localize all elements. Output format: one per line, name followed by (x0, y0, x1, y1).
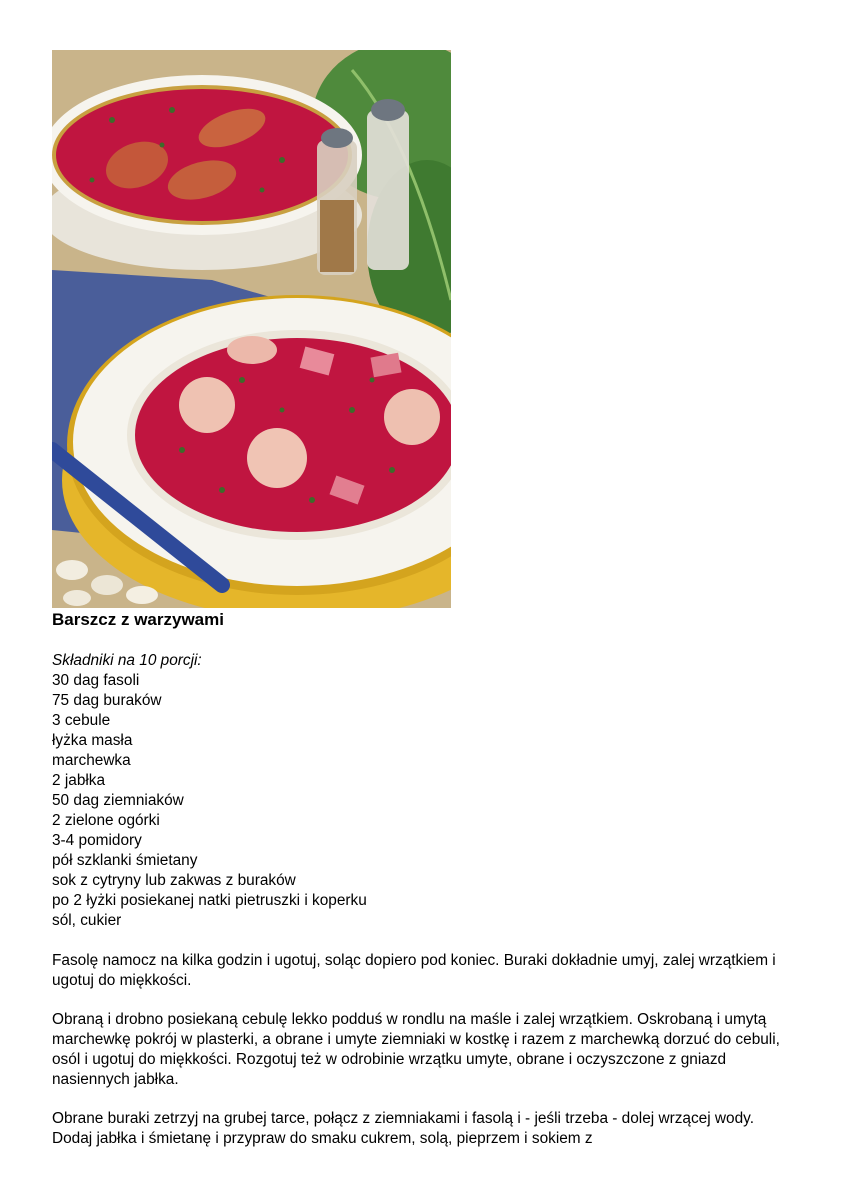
ingredient-item: 50 dag ziemniaków (52, 792, 184, 809)
step-paragraph: Fasolę namocz na kilka godzin i ugotuj, soląc dopiero pod koniec. Buraki dokładnie umyj, zalej wrzątkiem i ugotuj do miękkości. (52, 952, 776, 989)
step-paragraph: Obrane buraki zetrzyj na grubej tarce, połącz z ziemniakami i fasolą i - jeśli trzeba - dolej wrzącej wody. Dodaj jabłka i śmietanę i przypraw do smaku cukrem, solą, pieprzem i sokiem z (52, 1110, 754, 1147)
ingredient-item: pół szklanki śmietany (52, 852, 198, 869)
borscht-photo (52, 50, 451, 608)
ingredient-item: 2 zielone ogórki (52, 812, 160, 829)
ingredient-item: sól, cukier (52, 912, 122, 929)
ingredient-item: łyżka masła (52, 732, 133, 749)
recipe-title: Barszcz z warzywami (52, 610, 224, 629)
ingredients-list (52, 671, 792, 931)
recipe-body (52, 651, 792, 1149)
ingredient-item: 3-4 pomidory (52, 832, 142, 849)
ingredient-item: po 2 łyżki posiekanej natki pietruszki i koperku (52, 892, 367, 909)
ingredient-item: 30 dag fasoli (52, 672, 140, 689)
ingredient-item: 2 jabłka (52, 772, 106, 789)
ingredient-item: sok z cytryny lub zakwas z buraków (52, 872, 296, 889)
step-paragraph: Obraną i drobno posiekaną cebulę lekko podduś w rondlu na maśle i zalej wrzątkiem. Oskrobaną i umytą marchewkę pokrój w plasterki, a obrane i umyte ziemniaki w kostkę i razem z marchewką dorzuć do cebuli, osól i ugotuj do miękkości. Rozgotuj też w odrobinie wrzątku umyte, obrane i oczyszczone z gniazd nasiennych jabłka. (52, 1011, 780, 1088)
ingredient-item: 75 dag buraków (52, 692, 162, 709)
ingredient-item: marchewka (52, 752, 131, 769)
ingredient-item: 3 cebule (52, 712, 111, 729)
ingredients-heading: Składniki na 10 porcji: (52, 652, 202, 669)
